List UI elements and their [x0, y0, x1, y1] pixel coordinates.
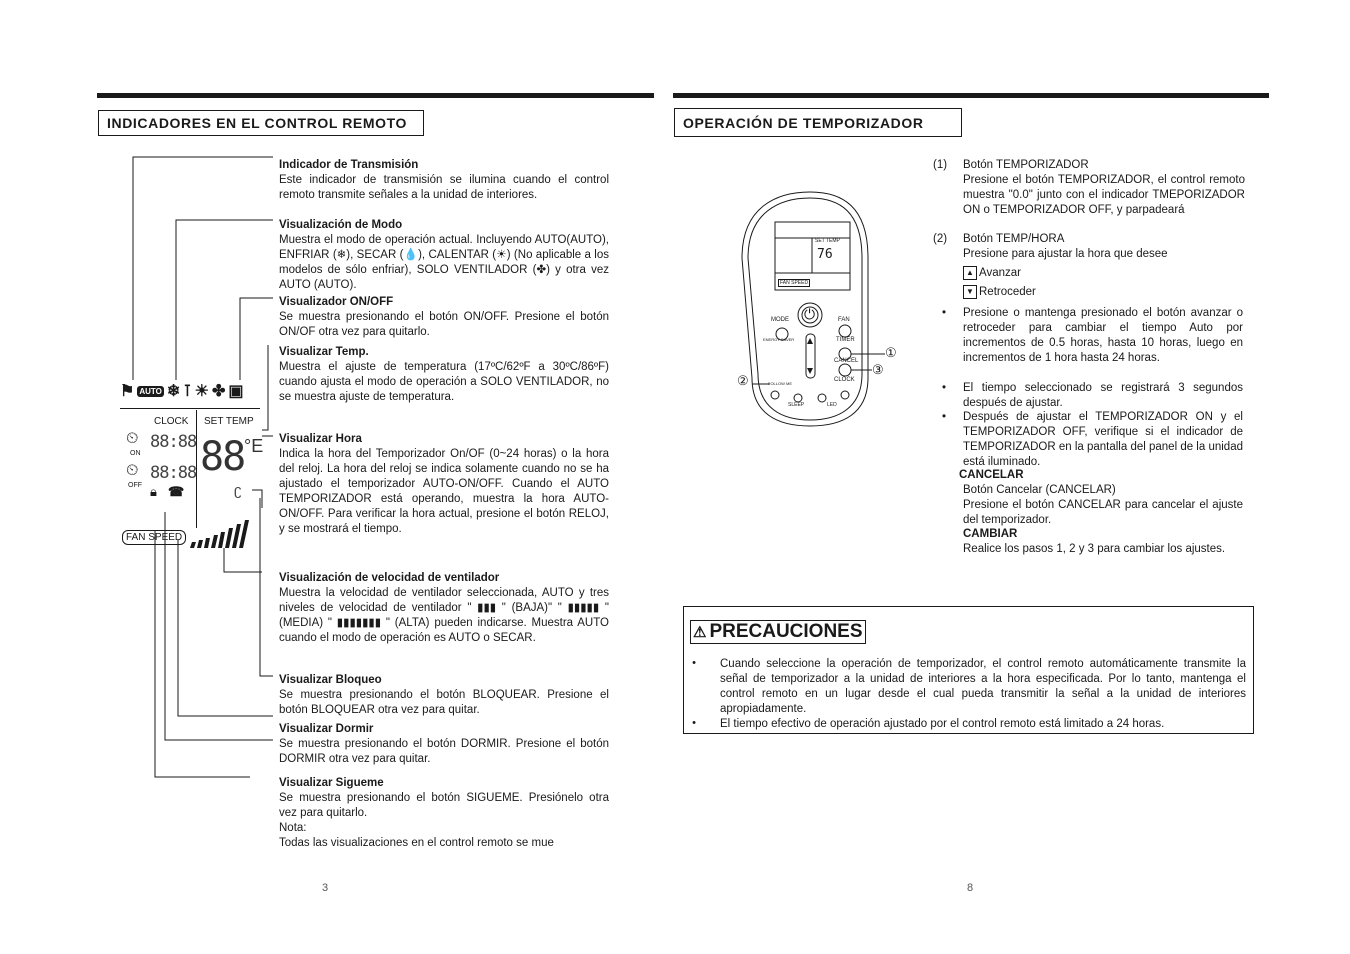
- left-header-text: INDICADORES EN EL CONTROL REMOTO: [107, 115, 407, 131]
- lock-icon: 🔒︎: [150, 484, 157, 499]
- item-title: Visualizar Bloqueo: [279, 674, 382, 686]
- on-time-digits: 88:88: [150, 432, 197, 452]
- item-body: Este indicador de transmisión se ilumina cuando el control remoto transmite señales a la unidad de interiores.: [279, 174, 609, 201]
- item-body: Muestra el modo de operación actual. Incluyendo AUTO(AUTO), ENFRIAR (❄), SECAR (💧), CALENTAR (☀) (No aplicable a los modelos de sólo enfriar), SOLO VENTILADOR (✤) y otra vez AUTO (AUTO).: [279, 234, 609, 291]
- item-title: Visualizar Sigueme: [279, 777, 384, 789]
- cancelar-title: CANCELAR: [959, 469, 1024, 481]
- auto-icon: AUTO: [139, 386, 162, 396]
- item-title: Visualización de velocidad de ventilador: [279, 572, 500, 584]
- item-mode: [279, 218, 609, 293]
- follow-me-icon: ☎: [168, 484, 185, 499]
- item-follow-me: [279, 776, 609, 851]
- heat-icon: ☀: [194, 383, 209, 400]
- power-icon: ⏻: [804, 306, 816, 322]
- item-body: Se muestra presionando el botón ON/OFF. Presione el botón ON/OF otra vez para quitarlo.: [279, 311, 609, 338]
- step-2: [963, 232, 1245, 300]
- remote-sleep: SLEEP: [788, 402, 805, 408]
- remote-set-temp: SET TEMP: [815, 238, 840, 244]
- on-off-icon: ▣: [228, 383, 244, 400]
- remote-energy-saver: ENERGY SAVER: [763, 337, 795, 342]
- on-label: ON: [130, 450, 141, 457]
- step-body: Presione el botón TEMPORIZADOR, el control remoto muestra "0.0" junto con el indicador TMEPORIZADOR ON o TEMPORIZADOR OFF, y parpadeará: [963, 174, 1245, 216]
- item-body: Se muestra presionando el botón SIGUEME. Presiónelo otra vez para quitarlo.: [279, 792, 609, 819]
- fan-icon: ✤: [211, 383, 226, 400]
- right-page-number: 8: [967, 882, 974, 894]
- item-body: Se muestra presionando el botón DORMIR. Presione el botón DORMIR otra vez para quitar.: [279, 738, 609, 765]
- item-title: Visualizar Hora: [279, 433, 362, 445]
- item-temp: [279, 345, 609, 405]
- item-title: Visualizar Dormir: [279, 723, 374, 735]
- right-section-header: [674, 108, 962, 137]
- precaucion-item: El tiempo efectivo de operación ajustado por el control remoto está limitado a 24 horas.: [720, 718, 1165, 730]
- dry-icon: ⊺: [183, 383, 192, 400]
- remote-mode: MODE: [771, 317, 789, 323]
- lcd-frame: [120, 408, 260, 409]
- precaucion-item: Cuando seleccione la operación de temporizador, el control remoto automáticamente transmite la señal de temporizador a la unidad de interiores a la hora especificada. Por lo tanto, mantenga el control remoto en un lugar desde el cual pueda transmitir la señal a la unidad de interiores apropiadamente.: [720, 658, 1246, 715]
- item-body: Muestra la velocidad de ventilador seleccionada, AUTO y tres niveles de velocidad de ventilador " ▮▮▮ " (BAJA)" " ▮▮▮▮▮ " (MEDIA) " ▮▮▮▮▮▮▮ " (ALTA) pueden indicarse. Muestra AUTO cuando el modo de operación es AUTO o SECAR.: [279, 587, 609, 644]
- callout-1-icon: ①: [885, 345, 897, 360]
- callout-3-icon: ③: [872, 362, 884, 377]
- item-body: Se muestra presionando el botón BLOQUEAR. Presione el botón BLOQUEAR otra vez para quitar.: [279, 689, 609, 716]
- step-body: Presione para ajustar la hora que desee: [963, 248, 1168, 260]
- cancelar-body: Presione el botón CANCELAR para cancelar el ajuste del temporizador.: [963, 499, 1243, 526]
- step-number: (1): [933, 159, 948, 171]
- item-title: Visualizador ON/OFF: [279, 296, 394, 308]
- up-arrow-icon: ▲: [963, 266, 977, 280]
- retroceder-label: Retroceder: [979, 286, 1036, 299]
- remote-fan: FAN: [838, 317, 850, 323]
- right-header-text: OPERACIÓN DE TEMPORIZADOR: [683, 114, 924, 131]
- cambiar-title: CAMBIAR: [963, 528, 1018, 540]
- item-title: Visualización de Modo: [279, 219, 403, 231]
- step-title: Botón TEMP/HORA: [963, 233, 1065, 245]
- remote-control-illustration: [730, 188, 910, 430]
- cool-icon: ❄: [166, 383, 181, 400]
- temp-digits: 88: [200, 434, 245, 480]
- precauciones-title: PRECAUCIONES: [709, 621, 863, 642]
- off-time-digits: 88:88: [150, 463, 197, 483]
- item-hora: [279, 432, 609, 537]
- lcd-display: [120, 372, 262, 552]
- nota-body: Todas las visualizaciones en el control remoto se mue: [279, 837, 554, 849]
- bullet-icon: •: [941, 307, 947, 319]
- bullet-text: Presione o mantenga presionado el botón avanzar o retroceder para cambiar el tiempo Auto por incrementos de 0.5 horas, hasta 10 horas, luego en incrementos de 1 hora hasta 24 horas.: [963, 307, 1243, 364]
- indicator-icon-row: [120, 380, 262, 402]
- item-title: Visualizar Temp.: [279, 346, 369, 358]
- bullet-icon: •: [941, 411, 947, 423]
- remote-clock: CLOCK: [834, 377, 855, 383]
- bullet-text: El tiempo seleccionado se registrará 3 segundos después de ajustar.: [963, 382, 1243, 409]
- item-lock: [279, 673, 609, 718]
- item-onoff: [279, 295, 609, 340]
- clock-label: CLOCK: [154, 416, 189, 427]
- retroceder-row: [963, 285, 1245, 300]
- cambiar-body: Realice los pasos 1, 2 y 3 para cambiar los ajustes.: [963, 543, 1226, 555]
- remote-temp: 76: [817, 247, 833, 262]
- remote-cancel: CANCEL: [834, 358, 859, 364]
- fan-speed-bars-icon: [188, 520, 258, 550]
- fan-speed-label: FAN SPEED: [122, 530, 186, 545]
- precauciones-title-box: [690, 620, 866, 644]
- sleep-icon: ʗ: [234, 482, 242, 499]
- item-sleep: [279, 722, 609, 767]
- remote-timer: TIMER: [836, 337, 855, 343]
- step-1: [963, 158, 1245, 218]
- off-timer-icon: ⏲: [126, 462, 139, 479]
- bullet-icon: •: [692, 717, 696, 729]
- bullet-icon: •: [941, 382, 947, 394]
- down-arrow-icon: ▼: [963, 285, 977, 299]
- item-title: Indicador de Transmisión: [279, 159, 419, 171]
- step-title: Botón TEMPORIZADOR: [963, 159, 1089, 171]
- avanzar-label: Avanzar: [979, 267, 1021, 280]
- bullet-text: Después de ajustar el TEMPORIZADOR ON y el TEMPORIZADOR OFF, verifique si el indicador de TEMPORIZADOR en la pantalla del panel de la unidad está iluminado.: [963, 411, 1243, 468]
- off-label: OFF: [128, 482, 142, 489]
- item-transmission: [279, 158, 609, 203]
- item-fan-speed: [279, 571, 609, 646]
- avanzar-row: [963, 266, 1245, 281]
- left-page-number: 3: [322, 882, 329, 894]
- transmission-icon: ⚑: [120, 383, 135, 400]
- item-body: Muestra el ajuste de temperatura (17ºC/62ºF a 30ºC/86ºF) cuando ajusta el modo de operación a SOLO VENTILADOR, no se muestra ajuste de temperatura.: [279, 361, 609, 403]
- remote-led: LED: [827, 402, 837, 408]
- degree-icon: °E: [244, 436, 264, 456]
- remote-fan-speed: FAN SPEED: [780, 280, 809, 286]
- set-temp-label: SET TEMP: [204, 416, 254, 427]
- remote-follow-me: FOLLOW ME: [768, 381, 793, 386]
- callout-2-icon: ②: [737, 373, 749, 388]
- cancelar-sub: Botón Cancelar (CANCELAR): [963, 484, 1116, 496]
- step-number: (2): [933, 233, 948, 245]
- nota-label: Nota:: [279, 822, 307, 834]
- warning-icon: ⚠: [693, 624, 707, 641]
- item-body: Indica la hora del Temporizador On/OF (0~24 horas) o la hora del reloj. La hora del reloj se indica solamente cuando no se ha ajustado el temporizador AUTO-ON/OFF. Cuando el AUTO TEMPORIZADOR está operando, muestra la hora AUTO-ON/OFF. Para verificar la hora actual, presione el botón RELOJ, y se mostrará el tiempo.: [279, 448, 609, 535]
- bullet-icon: •: [692, 657, 696, 669]
- on-timer-icon: ⏲: [126, 430, 139, 447]
- right-top-rule: [673, 93, 1269, 98]
